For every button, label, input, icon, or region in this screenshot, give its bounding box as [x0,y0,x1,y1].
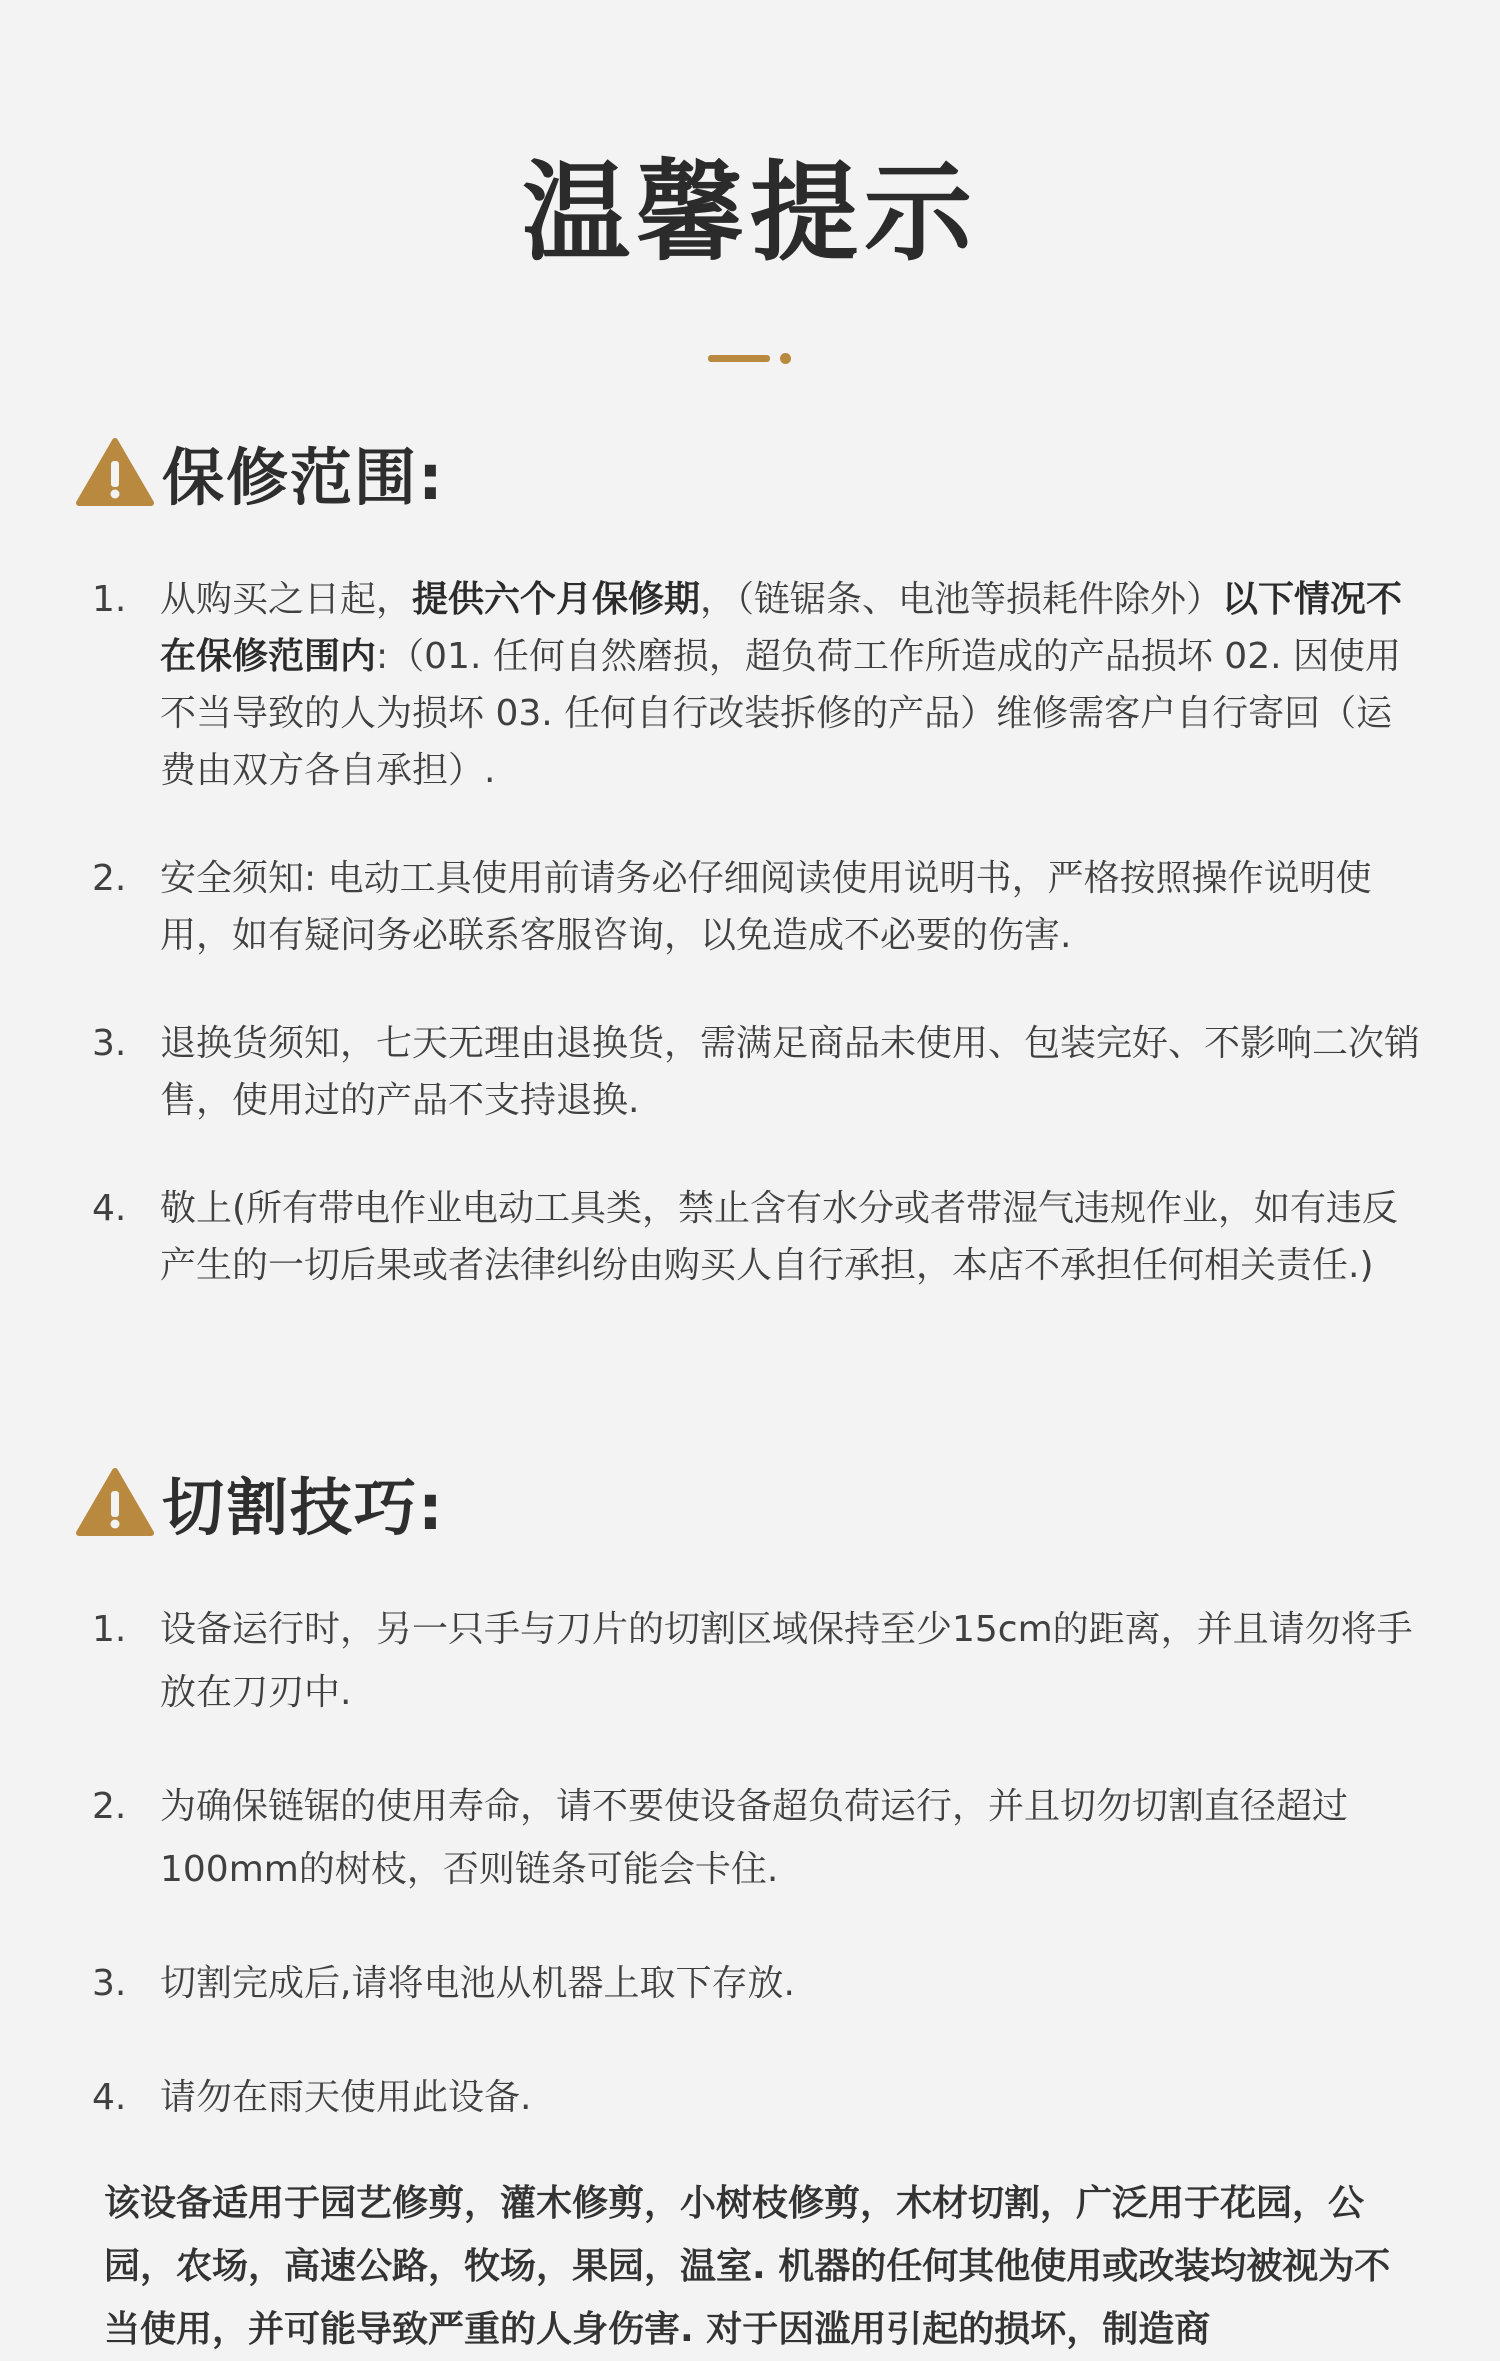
item-text-post: :（01. 任何自然磨损，超负荷工作所造成的产品损坏 02. 因使用不当导致的人为损坏 03. 任何自行改装拆修的产品）维修需客户自行寄回（运费由双方各自承担）. [160,636,1401,791]
item-text-pre: 从购买之日起， [160,579,413,620]
item-text: 为确保链锯的使用寿命，请不要使设备超负荷运行，并且切勿切割直径超过100mm的树枝，否则链条可能会卡住. [160,1786,1349,1890]
item-number: 1. [92,579,127,620]
warning-icon [76,437,154,507]
section-heading-cutting-tips [76,1462,445,1542]
section-heading-text: 切割技巧: [162,1470,445,1544]
list-item [92,2066,1422,2129]
item-number: 4. [92,1188,127,1229]
section-heading-text: 保修范围: [162,440,445,514]
item-text-bold: 提供六个月保修期 [412,579,701,620]
item-text: 设备运行时，另一只手与刀片的切割区域保持至少15cm的距离，并且请勿将手放在刀刃中. [160,1609,1413,1713]
title-divider [708,352,794,364]
item-number: 2. [92,1786,127,1827]
item-text: 切割完成后,请将电池从机器上取下存放. [160,1963,795,2004]
list-item [92,571,1422,799]
divider-bar [708,355,770,362]
list-item [92,1015,1422,1129]
item-text: 安全须知: 电动工具使用前请务必仔细阅读使用说明书，严格按照操作说明使用，如有疑问务必联系客服咨询，以免造成不必要的伤害. [160,858,1372,956]
divider-dot [780,353,791,364]
list-item [92,850,1422,964]
item-text: 敬上(所有带电作业电动工具类，禁止含有水分或者带湿气违规作业，如有违反产生的一切后果或者法律纠纷由购买人自行承担，本店不承担任何相关责任.) [160,1188,1399,1286]
warning-icon [76,1467,154,1537]
section-heading-warranty [76,432,445,512]
list-item [92,1180,1422,1294]
item-text: 退换货须知，七天无理由退换货，需满足商品未使用、包装完好、不影响二次销售，使用过的产品不支持退换. [160,1023,1421,1121]
item-number: 3. [92,1023,127,1064]
item-text-mid: ，（链锯条、电池等损耗件除外） [700,579,1223,620]
page-title: 温馨提示 [521,151,978,276]
item-number: 1. [92,1609,127,1650]
item-number: 2. [92,858,127,899]
item-number: 3. [92,1963,127,2004]
list-item [92,1952,1422,2015]
item-number: 4. [92,2077,127,2118]
item-text: 请勿在雨天使用此设备. [160,2077,532,2118]
cutting-tips-list [92,1598,1422,2180]
item-text-bold: 以下情况不在保修范围内 [160,579,1403,677]
list-item [92,1775,1422,1901]
list-item [92,1598,1422,1724]
usage-notice: 该设备适用于园艺修剪，灌木修剪，小树枝修剪，木材切割，广泛用于花园，公园，农场，高速公路，牧场，果园，温室. 机器的任何其他使用或改装均被视为不当使用，并可能导致严重的人身伤害. 对于因滥用引起的损坏，制造商 [104,2183,1391,2350]
warranty-list [92,571,1422,1345]
